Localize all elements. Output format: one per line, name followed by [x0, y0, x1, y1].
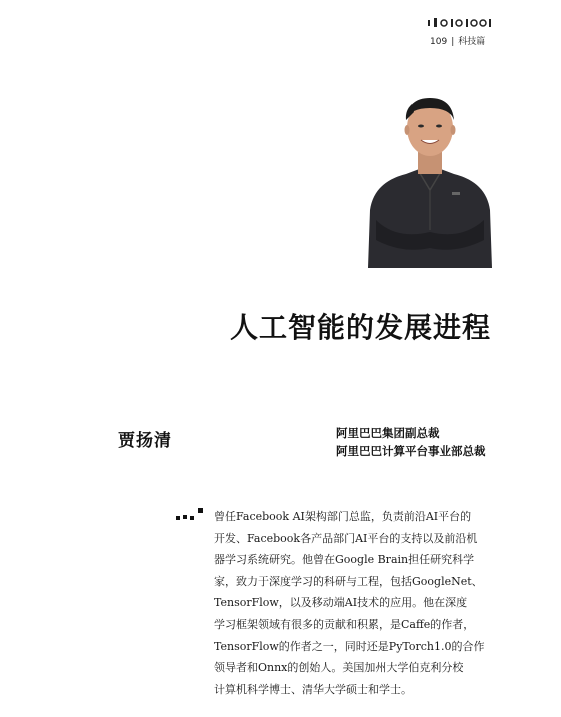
- bio-line: 家，致力于深度学习的科研与工程，包括GoogleNet、: [214, 574, 483, 588]
- author-role: 阿里巴巴集团副总裁: [336, 426, 440, 440]
- header-decoration-icon: [428, 16, 494, 30]
- bio-line: 领导者和Onnx的创始人。美国加州大学伯克利分校: [214, 661, 464, 675]
- section-name: 科技篇: [458, 37, 486, 47]
- bio-line: 器学习系统研究。他曾在Google Brain担任研究科学: [214, 553, 475, 567]
- header-separator: |: [451, 37, 455, 47]
- author-name: 贾扬清: [118, 431, 172, 451]
- author-bio: [214, 506, 496, 700]
- bio-line: 学习框架领域有很多的贡献和积累，是Caffe的作者，: [214, 617, 475, 631]
- article-title: 人工智能的发展进程: [230, 311, 492, 344]
- bio-line: TensorFlow的作者之一，同时还是PyTorch1.0的合作: [214, 639, 485, 653]
- page-number: 109: [430, 37, 448, 47]
- author-roles: [336, 424, 486, 460]
- bio-bullet-icon: [176, 506, 206, 522]
- page-header: [430, 34, 485, 47]
- bio-line: 计算机科学博士、清华大学硕士和学士。: [214, 682, 412, 696]
- bio-line: TensorFlow，以及移动端AI技术的应用。他在深度: [214, 596, 468, 610]
- author-portrait: [366, 90, 494, 268]
- bio-line: 曾任Facebook AI架构部门总监，负责前沿AI平台的: [214, 510, 472, 523]
- bio-line: 开发、Facebook各产品部门AI平台的支持以及前沿机: [214, 531, 478, 545]
- author-role: 阿里巴巴计算平台事业部总裁: [336, 444, 486, 458]
